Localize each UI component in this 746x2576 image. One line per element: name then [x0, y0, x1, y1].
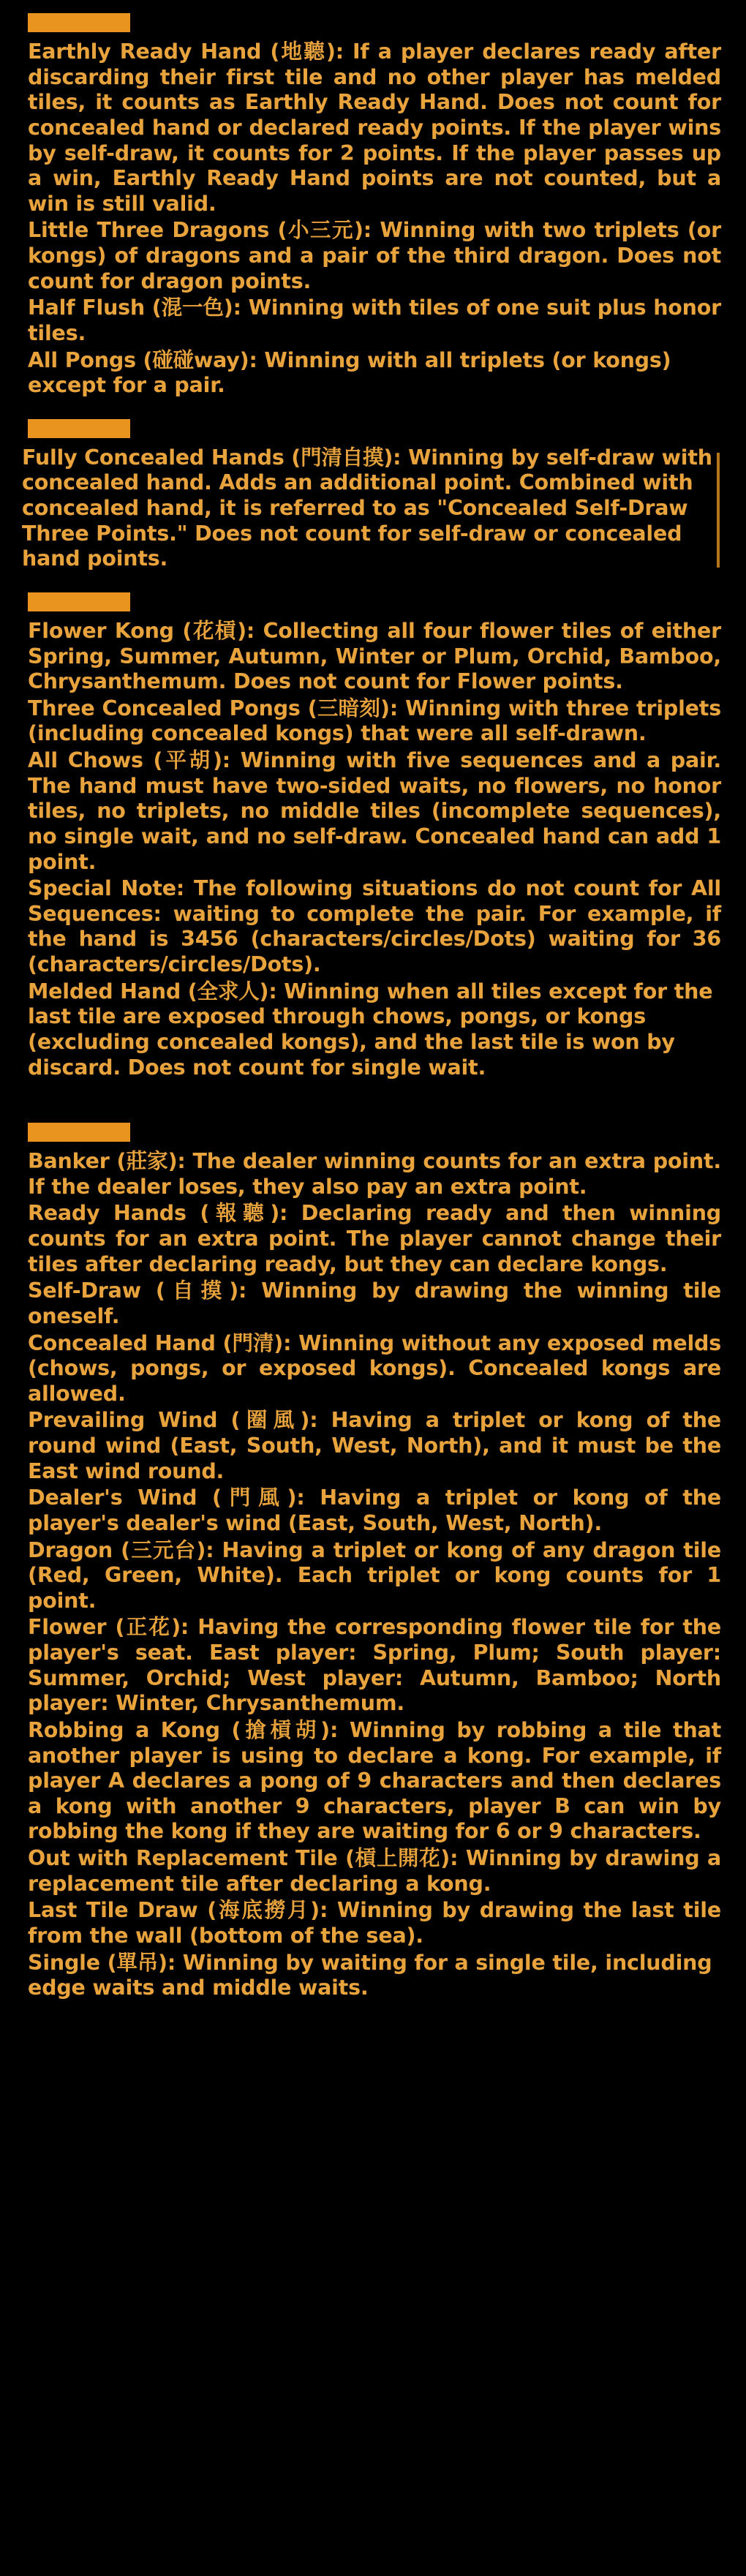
section-entries — [0, 1142, 746, 2001]
section-accent-bar — [28, 419, 130, 438]
rule-entry: Concealed Hand (門清): Winning without any exposed melds (chows, pongs, or exposed kongs). Concealed kongs are allowed. — [28, 1330, 721, 1406]
rule-entry: Banker (莊家): The dealer winning counts for an extra point. If the dealer loses, they also pay an extra point. — [28, 1149, 721, 1199]
rule-entry: Little Three Dragons (小三元): Winning with two triplets (or kongs) of dragons and a pair of the third dragon. Does not count for dragon points. — [28, 218, 721, 293]
rule-entry: Special Note: The following situations do not count for All Sequences: waiting to complete the pair. For example, if the hand is 3456 (characters/circles/Dots) waiting for 36 (characters/circles/Dots). — [28, 876, 721, 976]
rule-entry: Fully Concealed Hands (門清自摸): Winning by self-draw with concealed hand. Adds an additional point. Combined with concealed hand, it is referred to as "Concealed Self-Draw Three Points." Does not count for self-draw or concealed hand points. — [22, 445, 712, 571]
rule-entry: Ready Hands (報聽): Declaring ready and then winning counts for an extra point. The player cannot change their tiles after declaring ready, but they can declare kongs. — [28, 1201, 721, 1276]
section-gap — [0, 1082, 746, 1123]
rule-entry: Half Flush (混一色): Winning with tiles of one suit plus honor tiles. — [28, 295, 721, 345]
rule-entry: Single (單吊): Winning by waiting for a single tile, including edge waits and middle waits. — [28, 1950, 712, 2000]
rule-entry: All Chows (平胡): Winning with five sequences and a pair. The hand must have two-sided waits, no flowers, no honor tiles, no triplets, no middle tiles (incomplete sequences), no single wait, and no self-draw. Concealed hand can add 1 point. — [28, 748, 721, 874]
rule-entry: Flower Kong (花槓): Collecting all four flower tiles of either Spring, Summer, Autumn, Winter or Plum, Orchid, Bamboo, Chrysanthemum. Does not count for Flower points. — [28, 618, 721, 694]
rule-entry: Three Concealed Pongs (三暗刻): Winning with three triplets (including concealed kongs) that were all self-drawn. — [28, 696, 721, 746]
block-edge-rule — [717, 453, 720, 568]
section-accent-bar — [28, 13, 130, 32]
rule-entry: Melded Hand (全求人): Winning when all tiles except for the last tile are exposed through chows, pongs, or kongs (excluding concealed kongs), and the last tile is won by discard. Does not count for single wait. — [28, 979, 713, 1080]
rule-entry: Earthly Ready Hand (地聽): If a player declares ready after discarding their first tile and no other player has melded tiles, it counts as Earthly Ready Hand. Does not count for concealed hand or declared ready points. If the player wins by self-draw, it counts for 2 points. If the player passes up a win, Earthly Ready Hand points are not counted, but a win is still valid. — [28, 39, 721, 216]
section-accent-bar — [28, 592, 130, 611]
rule-entry: Last Tile Draw (海底撈月): Winning by drawing the last tile from the wall (bottom of the sea). — [28, 1898, 721, 1948]
section-entries — [0, 611, 746, 1080]
section-gap — [0, 400, 746, 419]
rule-entry: All Pongs (碰碰way): Winning with all triplets (or kongs) except for a pair. — [28, 347, 671, 398]
rules-section-1 — [0, 13, 746, 399]
section-entries — [0, 438, 746, 572]
rules-section-4 — [0, 1123, 746, 2001]
rule-entry: Flower (正花): Having the corresponding flower tile for the player's seat. East player: Spring, Plum; South player: Summer, Orchid; West player: Autumn, Bamboo; North player: Winter, Chrysanthemum. — [28, 1615, 721, 1716]
rules-section-2 — [0, 419, 746, 573]
rule-entry: Robbing a Kong (搶槓胡): Winning by robbing a tile that another player is using to declare a kong. For example, if player A declares a pong of 9 characters and then declares a kong with another 9 characters, player B can win by robbing the kong if they are waiting for 6 or 9 characters. — [28, 1717, 721, 1844]
document-page — [0, 13, 746, 2576]
rule-entry: Out with Replacement Tile (槓上開花): Winning by drawing a replacement tile after declaring a kong. — [28, 1846, 721, 1896]
section-accent-bar — [28, 1123, 130, 1142]
section-gap — [0, 573, 746, 592]
rule-entry: Dealer's Wind (門風): Having a triplet or kong of the player's dealer's wind (East, South, West, North). — [28, 1485, 721, 1535]
rule-entry: Self-Draw (自摸): Winning by drawing the winning tile oneself. — [28, 1278, 721, 1328]
section-entries — [0, 32, 746, 399]
rule-entry: Prevailing Wind (圈風): Having a triplet or kong of the round wind (East, South, West, North), and it must be the East wind round. — [28, 1408, 721, 1483]
rules-section-3 — [0, 592, 746, 1080]
rule-entry: Dragon (三元台): Having a triplet or kong of any dragon tile (Red, Green, White). Each triplet or kong counts for 1 point. — [28, 1537, 721, 1613]
